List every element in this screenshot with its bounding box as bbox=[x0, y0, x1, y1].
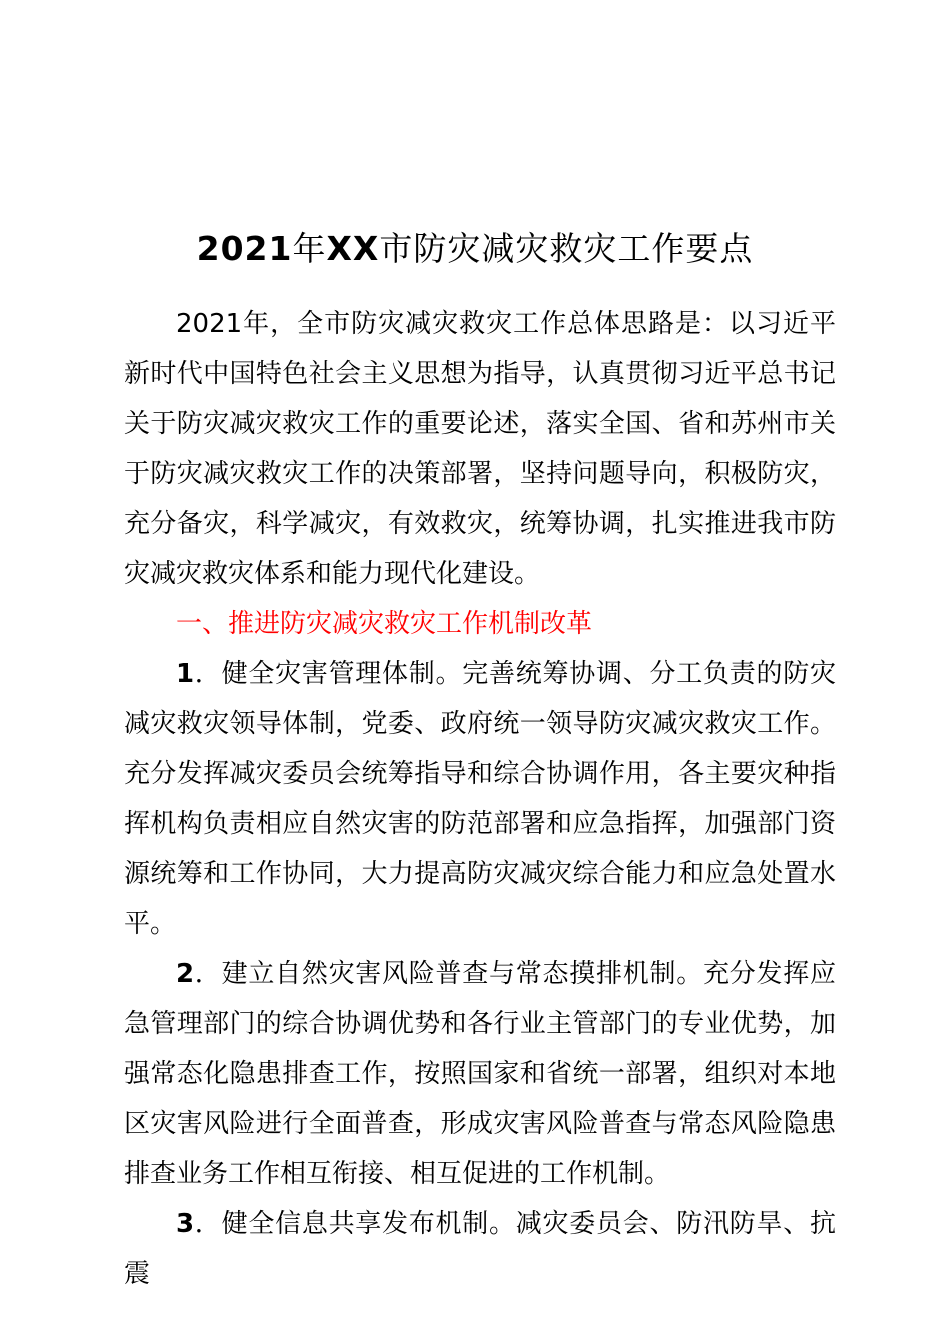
item-number: 2 bbox=[176, 959, 195, 989]
list-item bbox=[124, 649, 836, 949]
title-xx: XX bbox=[326, 229, 380, 268]
item-text: ．健全灾害管理体制。完善统筹协调、分工负责的防灾减灾救灾领导体制，党委、政府统一领导防灾减灾救灾工作。充分发挥减灾委员会统筹指导和综合协调作用，各主要灾种指挥机构负责相应自然灾害的防范部署和应急指挥，加强部门资源统筹和工作协同，大力提高防灾减灾综合能力和应急处置水平。 bbox=[124, 659, 836, 939]
title-rest: 市防灾减灾救灾工作要点 bbox=[379, 229, 754, 268]
document-title bbox=[0, 224, 950, 274]
section-heading: 一、推进防灾减灾救灾工作机制改革 bbox=[176, 609, 593, 639]
title-nian: 年 bbox=[292, 229, 327, 268]
item-text: ．健全信息共享发布机制。减灾委员会、防汛防旱、抗震 bbox=[124, 1209, 836, 1289]
intro-paragraph: 2021年，全市防灾减灾救灾工作总体思路是：以习近平新时代中国特色社会主义思想为指导，认真贯彻习近平总书记关于防灾减灾救灾工作的重要论述，落实全国、省和苏州市关于防灾减灾救灾工作的决策部署，坚持问题导向，积极防灾，充分备灾，科学减灾，有效救灾，统筹协调，扎实推进我市防灾减灾救灾体系和能力现代化建设。 bbox=[124, 309, 836, 589]
item-text: ．建立自然灾害风险普查与常态摸排机制。充分发挥应急管理部门的综合协调优势和各行业主管部门的专业优势，加强常态化隐患排查工作，按照国家和省统一部署，组织对本地区灾害风险进行全面普查，形成灾害风险普查与常态风险隐患排查业务工作相互衔接、相互促进的工作机制。 bbox=[124, 959, 836, 1189]
item-number: 3 bbox=[176, 1209, 195, 1239]
item-number: 1 bbox=[176, 659, 195, 689]
list-item bbox=[124, 949, 836, 1199]
document-body bbox=[124, 299, 836, 1299]
list-item bbox=[124, 1199, 836, 1299]
title-year: 2021 bbox=[196, 229, 293, 268]
